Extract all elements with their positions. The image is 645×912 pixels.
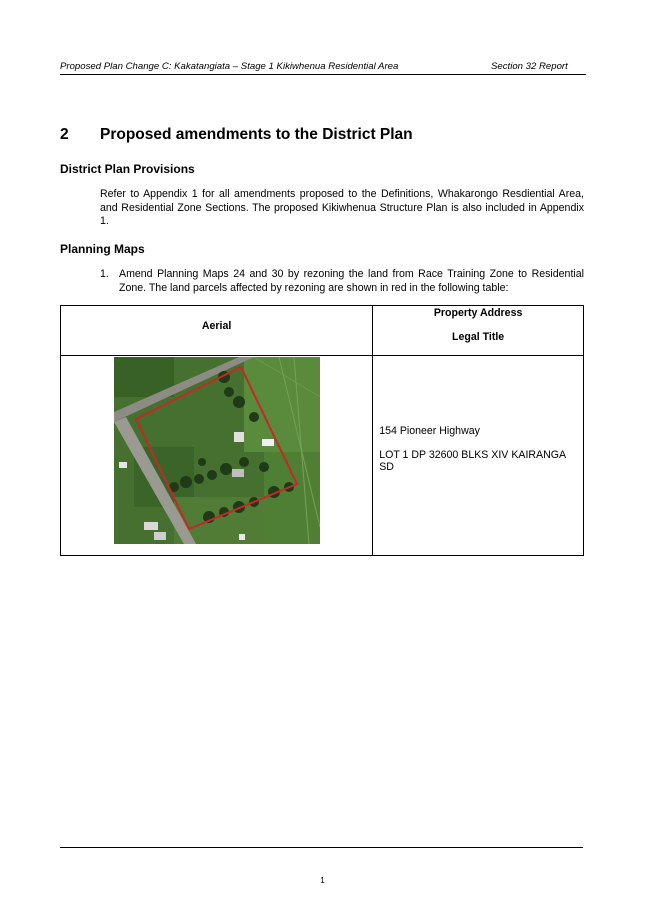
section-number: 2 — [60, 126, 69, 143]
header-report-name: Section 32 Report — [491, 61, 568, 72]
address-header-cell — [373, 306, 584, 356]
planning-maps-heading: Planning Maps — [60, 242, 145, 256]
district-plan-provisions-text: Refer to Appendix 1 for all amendments proposed to the Definitions, Whakarongo Resdiential Area, and Residential Zone Sections. The proposed Kikiwhenua Structure Plan is also included in Appendix 1. — [100, 188, 584, 227]
aerial-cell — [61, 356, 373, 556]
header-rule — [60, 74, 586, 75]
legal-title: LOT 1 DP 32600 BLKS XIV KAIRANGA SD — [379, 449, 566, 473]
header-document-title: Proposed Plan Change C: Kakatangiata – Stage 1 Kikiwhenua Residential Area — [60, 61, 399, 72]
legal-title-header: Legal Title — [452, 331, 505, 343]
list-marker: 1. — [100, 268, 109, 280]
aerial-header-cell — [61, 306, 373, 356]
section-title: Proposed amendments to the District Plan — [100, 126, 413, 143]
property-table — [60, 305, 584, 556]
table-header-row — [61, 306, 584, 356]
table-row — [61, 356, 584, 556]
aerial-photo — [114, 357, 320, 544]
aerial-header: Aerial — [201, 320, 232, 332]
property-address: 154 Pioneer Highway — [379, 425, 480, 437]
list-item-text: Amend Planning Maps 24 and 30 by rezoning the land from Race Training Zone to Residential Zone. The land parcels affected by rezoning are shown in red in the following table: — [119, 268, 584, 294]
address-cell — [373, 356, 584, 556]
property-address-header: Property Address — [433, 307, 523, 319]
footer-rule — [60, 847, 583, 848]
page-number: 1 — [320, 876, 325, 885]
district-plan-provisions-heading: District Plan Provisions — [60, 162, 195, 176]
